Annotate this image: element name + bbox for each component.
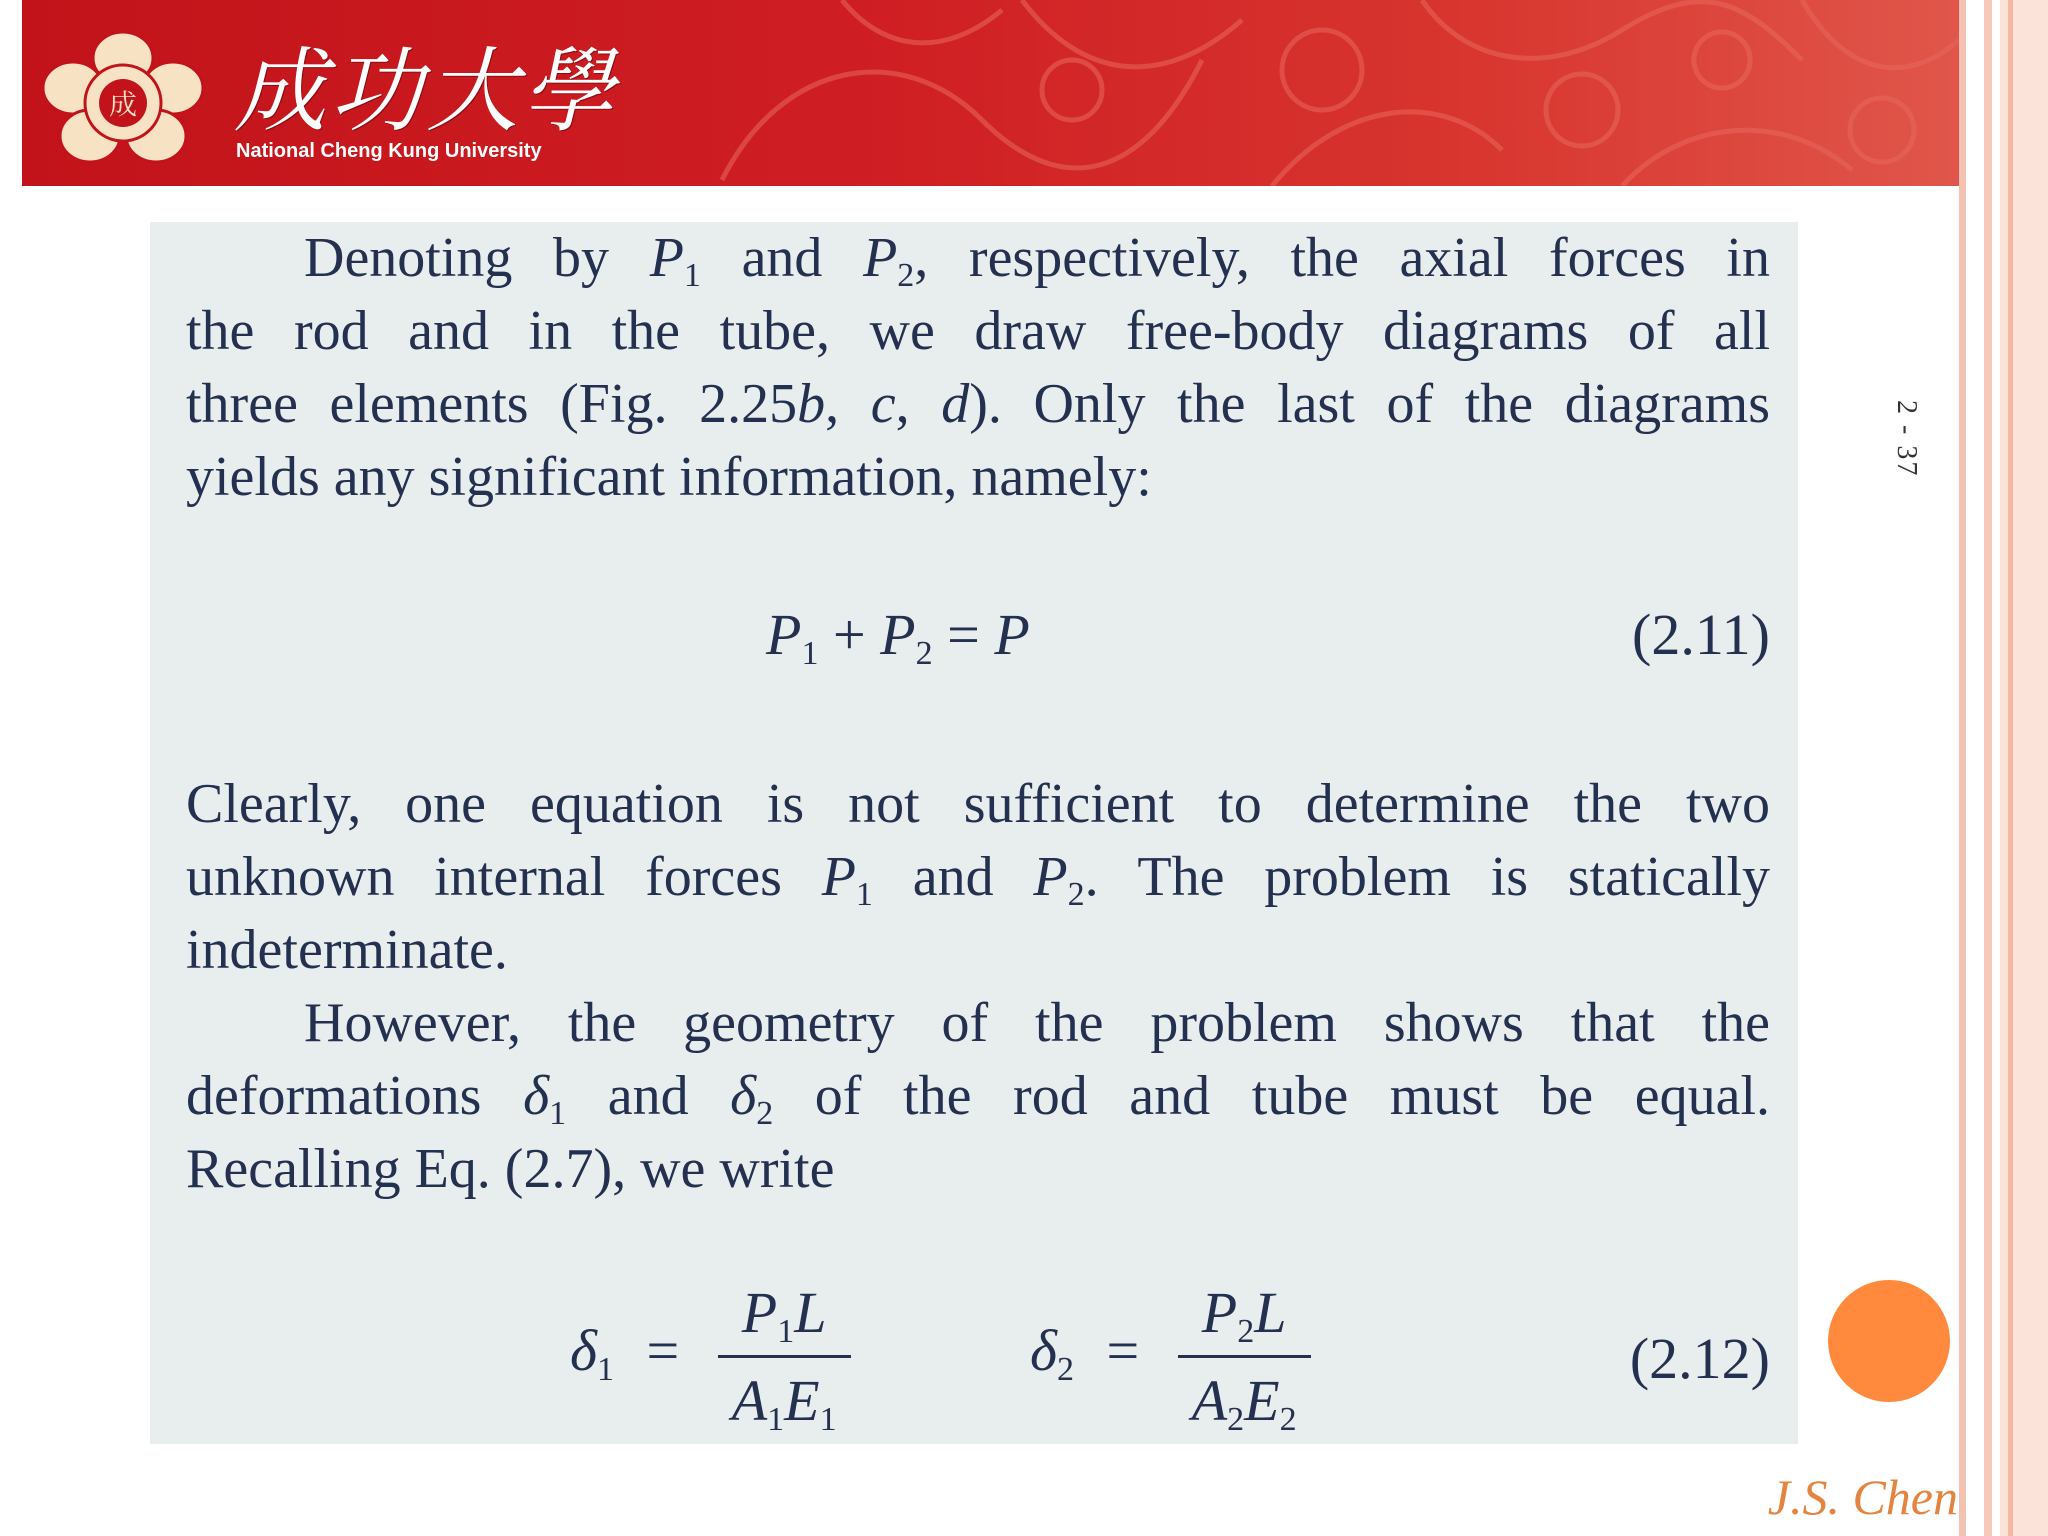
header-banner	[22, 0, 1959, 186]
text-line: indeterminate.	[186, 919, 508, 981]
text-line: Clearly, one equation is not sufficient to determine the two	[186, 773, 1770, 835]
border-stripe	[1984, 0, 1992, 1536]
border-stripe	[1959, 0, 1966, 1536]
paragraph-1	[186, 222, 1770, 514]
orange-circle-decoration	[1828, 1280, 1950, 1402]
equation-number: (2.12)	[1629, 1326, 1770, 1391]
fraction: $\frac{P_2L}{A_2E_2}$	[1178, 1276, 1311, 1437]
textbook-scan	[150, 222, 1798, 1444]
equation-2-12-right: $\delta_2$ = $\frac{P_2L}{A_2E_2}$	[1030, 1276, 1317, 1437]
text-line: However, the geometry of the problem shows that the	[304, 992, 1770, 1054]
university-name-en: National Cheng Kung University	[236, 140, 542, 162]
page-number: 2 - 37	[1891, 400, 1922, 478]
seal-text: 成	[108, 88, 138, 121]
text-line: Recalling Eq. (2.7), we write	[186, 1138, 835, 1200]
text-line: yields any significant information, namely:	[186, 446, 1152, 508]
paragraph-3	[186, 987, 1770, 1206]
text-line: unknown internal forces $P_1$ and $P_2$. The problem is statically	[186, 846, 1771, 913]
text-line: deformations $\delta_1$ and $\delta_2$ of the rod and tube must be equal.	[186, 1065, 1771, 1132]
text-line: the rod and in the tube, we draw free-body diagrams of all	[186, 300, 1770, 362]
text-line: Denoting by $P_1$ and $P_2$, respectively, the axial forces in	[304, 227, 1770, 294]
text-line: three elements (Fig. 2.25b, c, d). Only the last of the diagrams	[186, 373, 1770, 435]
equation-2-11: $P_1 + P_2 = P$	[766, 602, 1030, 672]
author-name: J.S. Chen	[1767, 1469, 1958, 1525]
left-margin	[0, 0, 22, 1536]
equation-number: (2.11)	[1632, 602, 1770, 667]
university-seal-icon	[38, 28, 208, 168]
fraction: $\frac{P_1L}{A_1E_1}$	[718, 1276, 851, 1437]
border-stripe	[2008, 0, 2013, 1536]
university-name-cn: 成功大學	[234, 38, 619, 145]
paragraph-2	[186, 768, 1770, 987]
equation-2-12-left: $\delta_1$ = $\frac{P_1L}{A_1E_1}$	[570, 1276, 857, 1437]
